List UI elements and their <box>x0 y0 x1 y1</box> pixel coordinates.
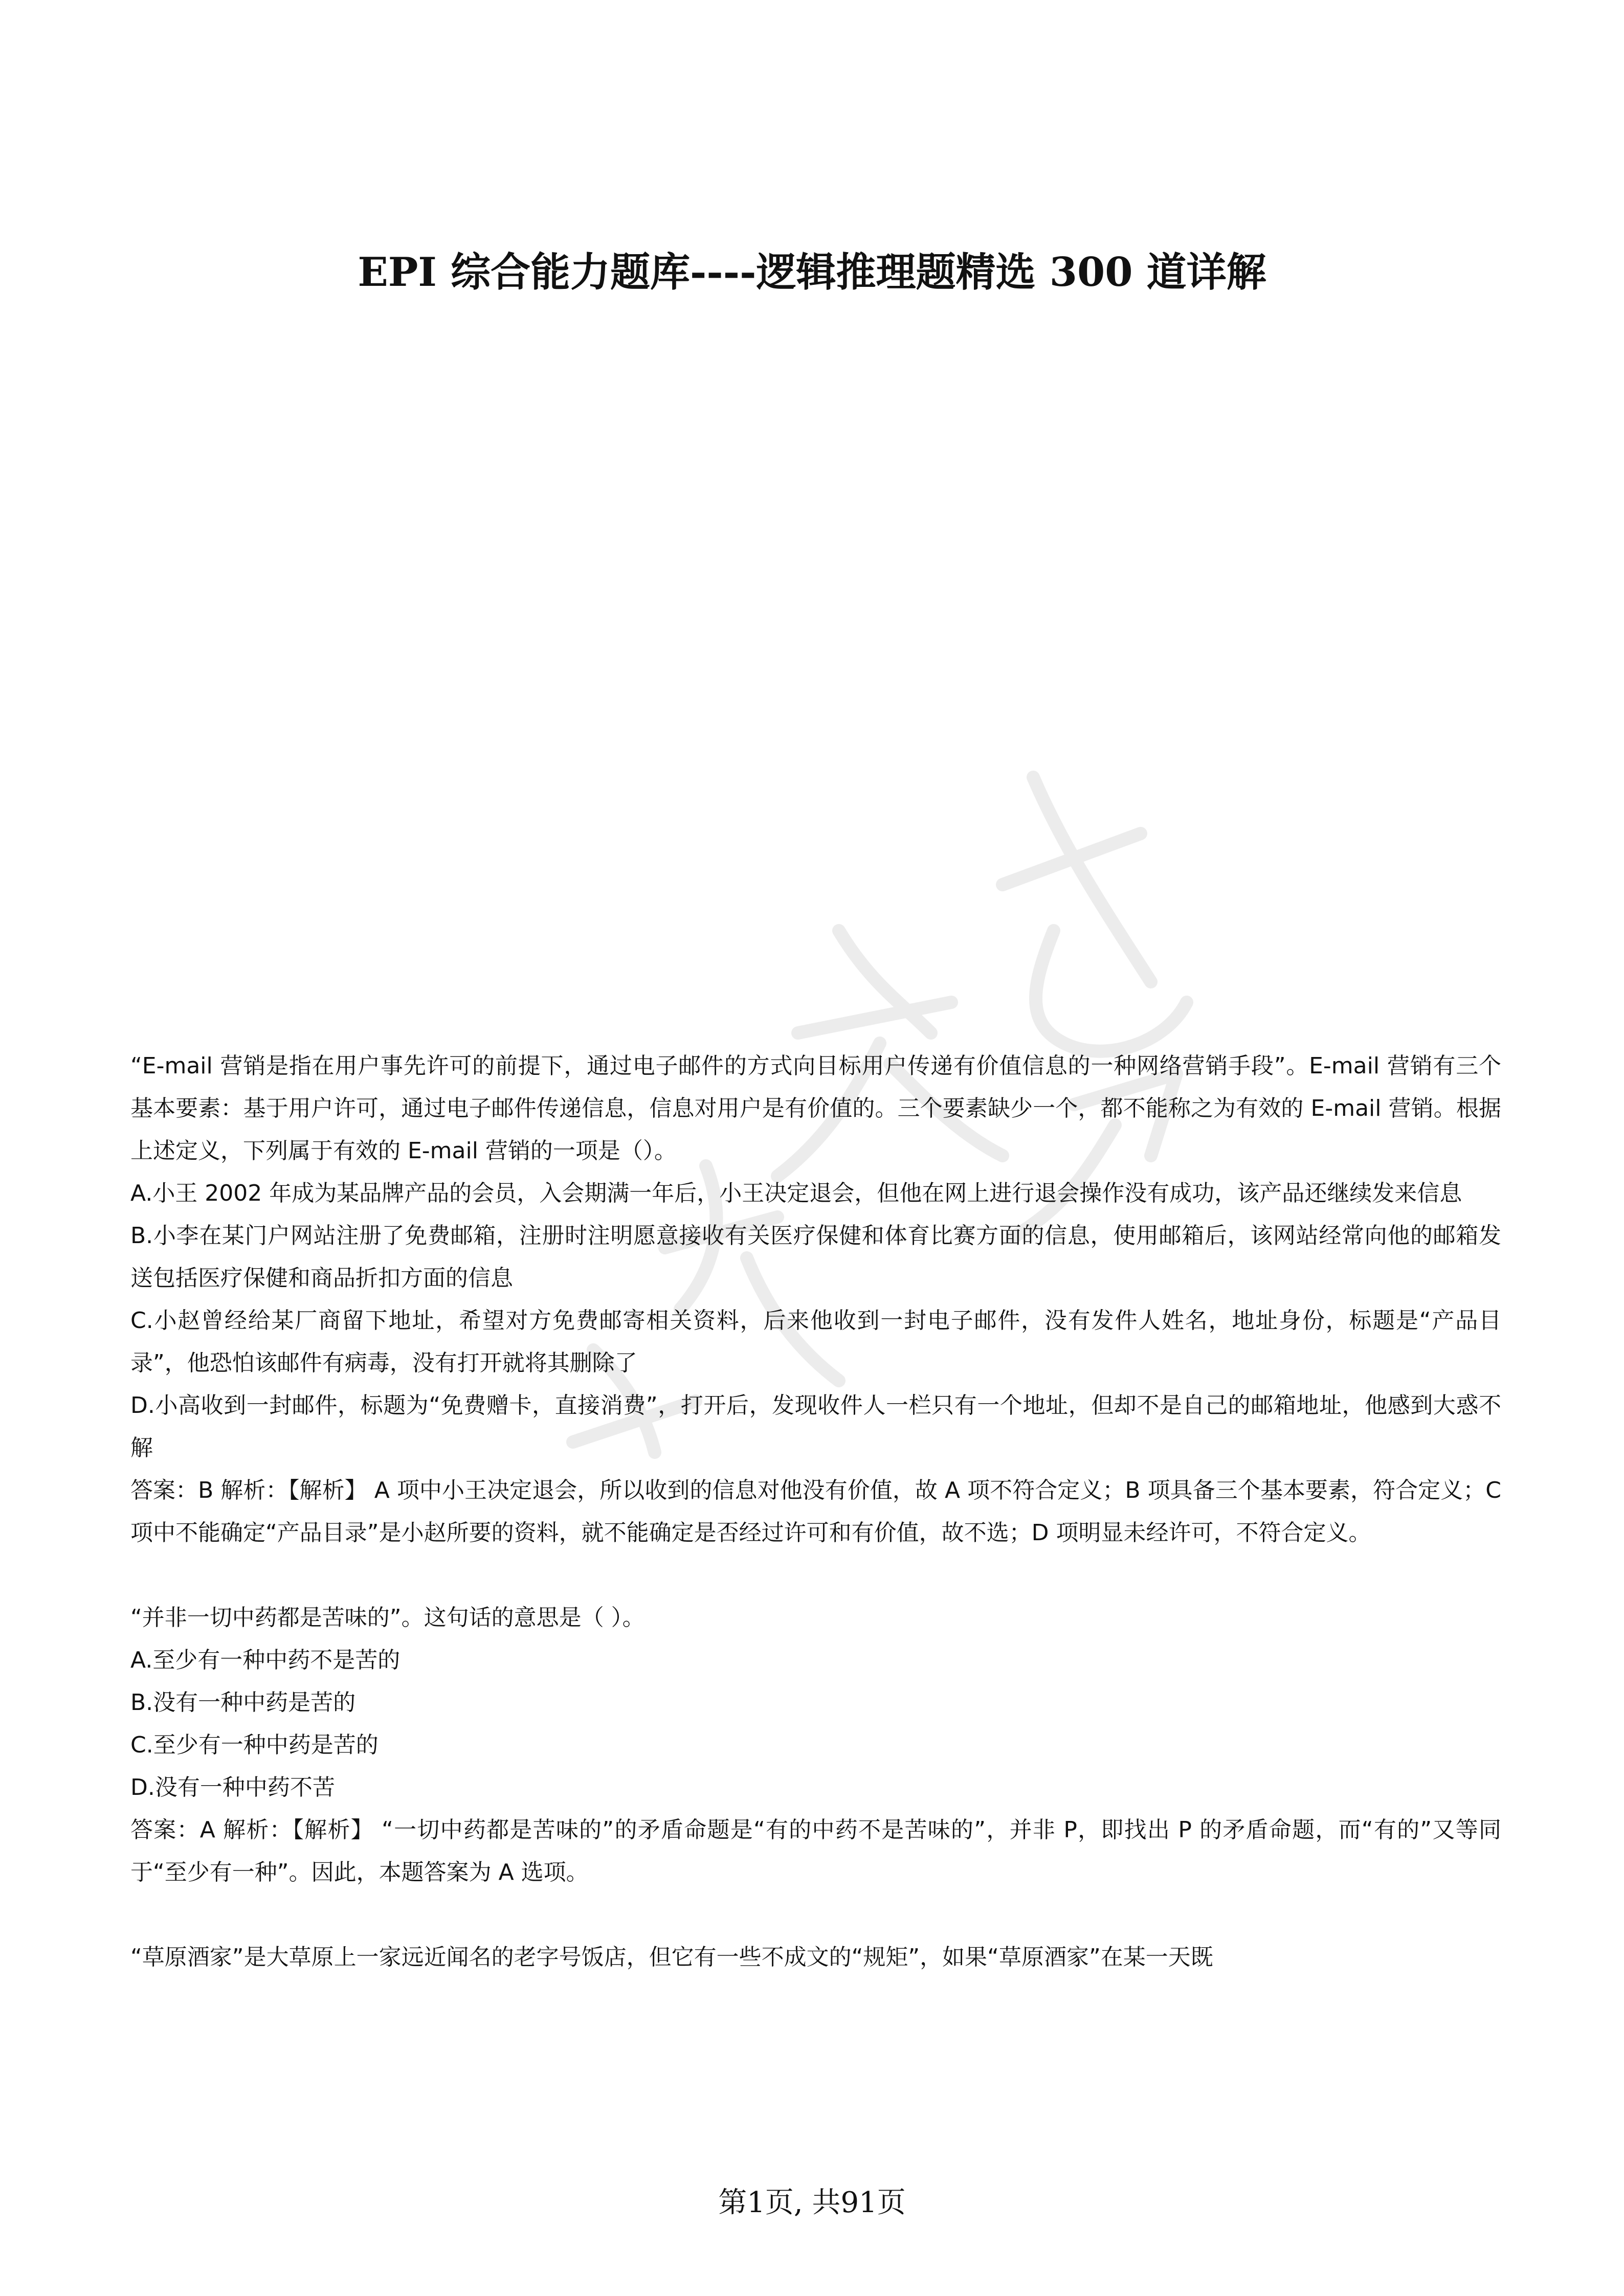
question-block <box>130 1596 1501 1894</box>
page-number: 第1页, 共91页 <box>718 2186 906 2219</box>
question-stem: “E-mail 营销是指在用户事先许可的前提下，通过电子邮件的方式向目标用户传递有价值信息的一种网络营销手段”。E-mail 营销有三个基本要素：基于用户许可，通过电子邮件传递信息，信息对用户是有价值的。三个要素缺少一个，都不能称之为有效的 E-mail 营销。根据上述定义，下列属于有效的 E-mail 营销的一项是（）。 <box>130 1053 1501 1164</box>
paragraph-gap <box>130 1894 1501 1936</box>
paragraph-gap <box>130 1554 1501 1596</box>
option-a: A.小王 2002 年成为某品牌产品的会员，入会期满一年后，小王决定退会，但他在网上进行退会操作没有成功，该产品还继续发来信息 <box>130 1180 1462 1206</box>
document-body <box>130 1045 1501 1978</box>
option-b: B.小李在某门户网站注册了免费邮箱，注册时注明愿意接收有关医疗保健和体育比赛方面的信息，使用邮箱后，该网站经常向他的邮箱发送包括医疗保健和商品折扣方面的信息 <box>130 1223 1501 1291</box>
option-d: D.没有一种中药不苦 <box>130 1774 335 1800</box>
option-c: C.小赵曾经给某厂商留下地址，希望对方免费邮寄相关资料，后来他收到一封电子邮件，没有发件人姓名，地址身份，标题是“产品目录”，他恐怕该邮件有病毒，没有打开就将其删除了 <box>130 1308 1501 1376</box>
question-block <box>130 1045 1501 1554</box>
document-title: EPI 综合能力题库----逻辑推理题精选 300 道详解 <box>358 249 1266 296</box>
option-a: A.至少有一种中药不是苦的 <box>130 1647 401 1673</box>
answer-explanation: 答案：A 解析：【解析】 “一切中药都是苦味的”的矛盾命题是“有的中药不是苦味的”，并非 P，即找出 P 的矛盾命题，而“有的”又等同于“至少有一种”。因此，本题答案为 A 选项。 <box>130 1817 1501 1885</box>
question-block <box>130 1936 1501 1978</box>
question-stem: “草原酒家”是大草原上一家远近闻名的老字号饭店，但它有一些不成文的“规矩”，如果“草原酒家”在某一天既 <box>130 1944 1213 1970</box>
question-stem: “并非一切中药都是苦味的”。这句话的意思是（ ）。 <box>130 1605 645 1631</box>
answer-explanation: 答案：B 解析：【解析】 A 项中小王决定退会，所以收到的信息对他没有价值，故 A 项不符合定义；B 项具备三个基本要素，符合定义；C 项中不能确定“产品目录”是小赵所要的资料，就不能确定是否经过许可和有价值，故不选；D 项明显未经许可，不符合定义。 <box>130 1477 1501 1546</box>
option-b: B.没有一种中药是苦的 <box>130 1690 356 1716</box>
option-d: D.小高收到一封邮件，标题为“免费赠卡，直接消费”，打开后，发现收件人一栏只有一个地址，但却不是自己的邮箱地址，他感到大惑不解 <box>130 1392 1501 1461</box>
option-c: C.至少有一种中药是苦的 <box>130 1732 379 1758</box>
